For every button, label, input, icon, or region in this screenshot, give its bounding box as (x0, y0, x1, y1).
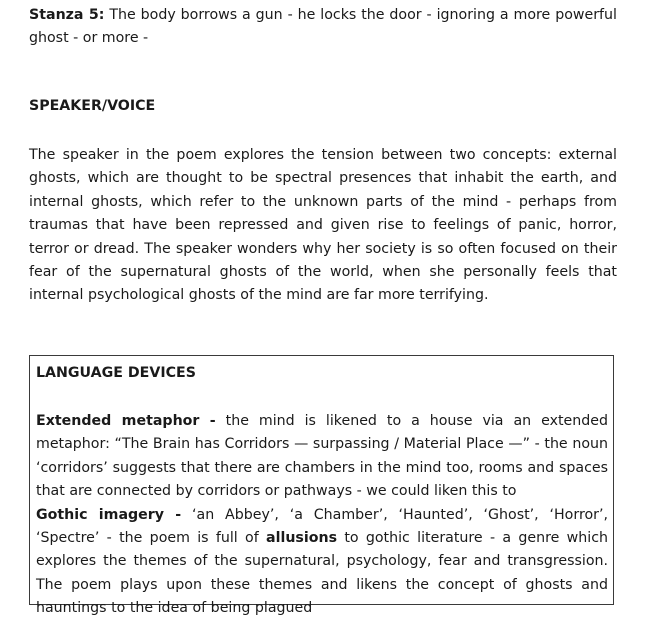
speaker-voice-heading: SPEAKER/VOICE (29, 98, 156, 114)
language-devices-paragraph (36, 410, 608, 621)
language-devices-heading: LANGUAGE DEVICES (36, 365, 196, 381)
stanza-5-label: Stanza 5: (29, 7, 105, 23)
gothic-imagery-text-after: to gothic literature - a genre which explores the themes of the supernatural, psychology, fear and transgression. The poem plays upon these themes and likens the concept of ghosts and hauntings to the idea of being plagued (36, 530, 608, 617)
extended-metaphor-term: Extended metaphor - (36, 413, 216, 429)
stanza-5-text: The body borrows a gun - he locks the door - ignoring a more powerful ghost - or more - (29, 7, 617, 47)
stanza-5-paragraph (29, 4, 617, 51)
allusions-term: allusions (266, 530, 338, 547)
language-devices-box (29, 355, 614, 617)
speaker-voice-paragraph: The speaker in the poem explores the tension between two concepts: external ghosts, which are thought to be spectral presences that inhabit the earth, and internal ghosts, which refer to the unknown parts of the mind - perhaps from traumas that have been repressed and given rise to feelings of panic, horror, terror or dread. The speaker wonders why her society is so often focused on their fear of the supernatural ghosts of the world, when she personally feels that internal psychological ghosts of the mind are far more terrifying. (29, 147, 617, 304)
gothic-imagery-term: Gothic imagery - (36, 506, 182, 523)
gothic-imagery-text-before: ‘an Abbey’, ‘a Chamber’, ‘Haunted’, ‘Ghost’, ‘Horror’, ‘Spectre’ - the poem is full of (36, 506, 608, 547)
extended-metaphor-text: the mind is likened to a house via an extended metaphor: “The Brain has Corridors — surpassing / Material Place —” - the noun ‘corridors’ suggests that there are chambers in the mind too, rooms and spaces that are connected by corridors or pathways - we could liken this to (36, 413, 608, 500)
